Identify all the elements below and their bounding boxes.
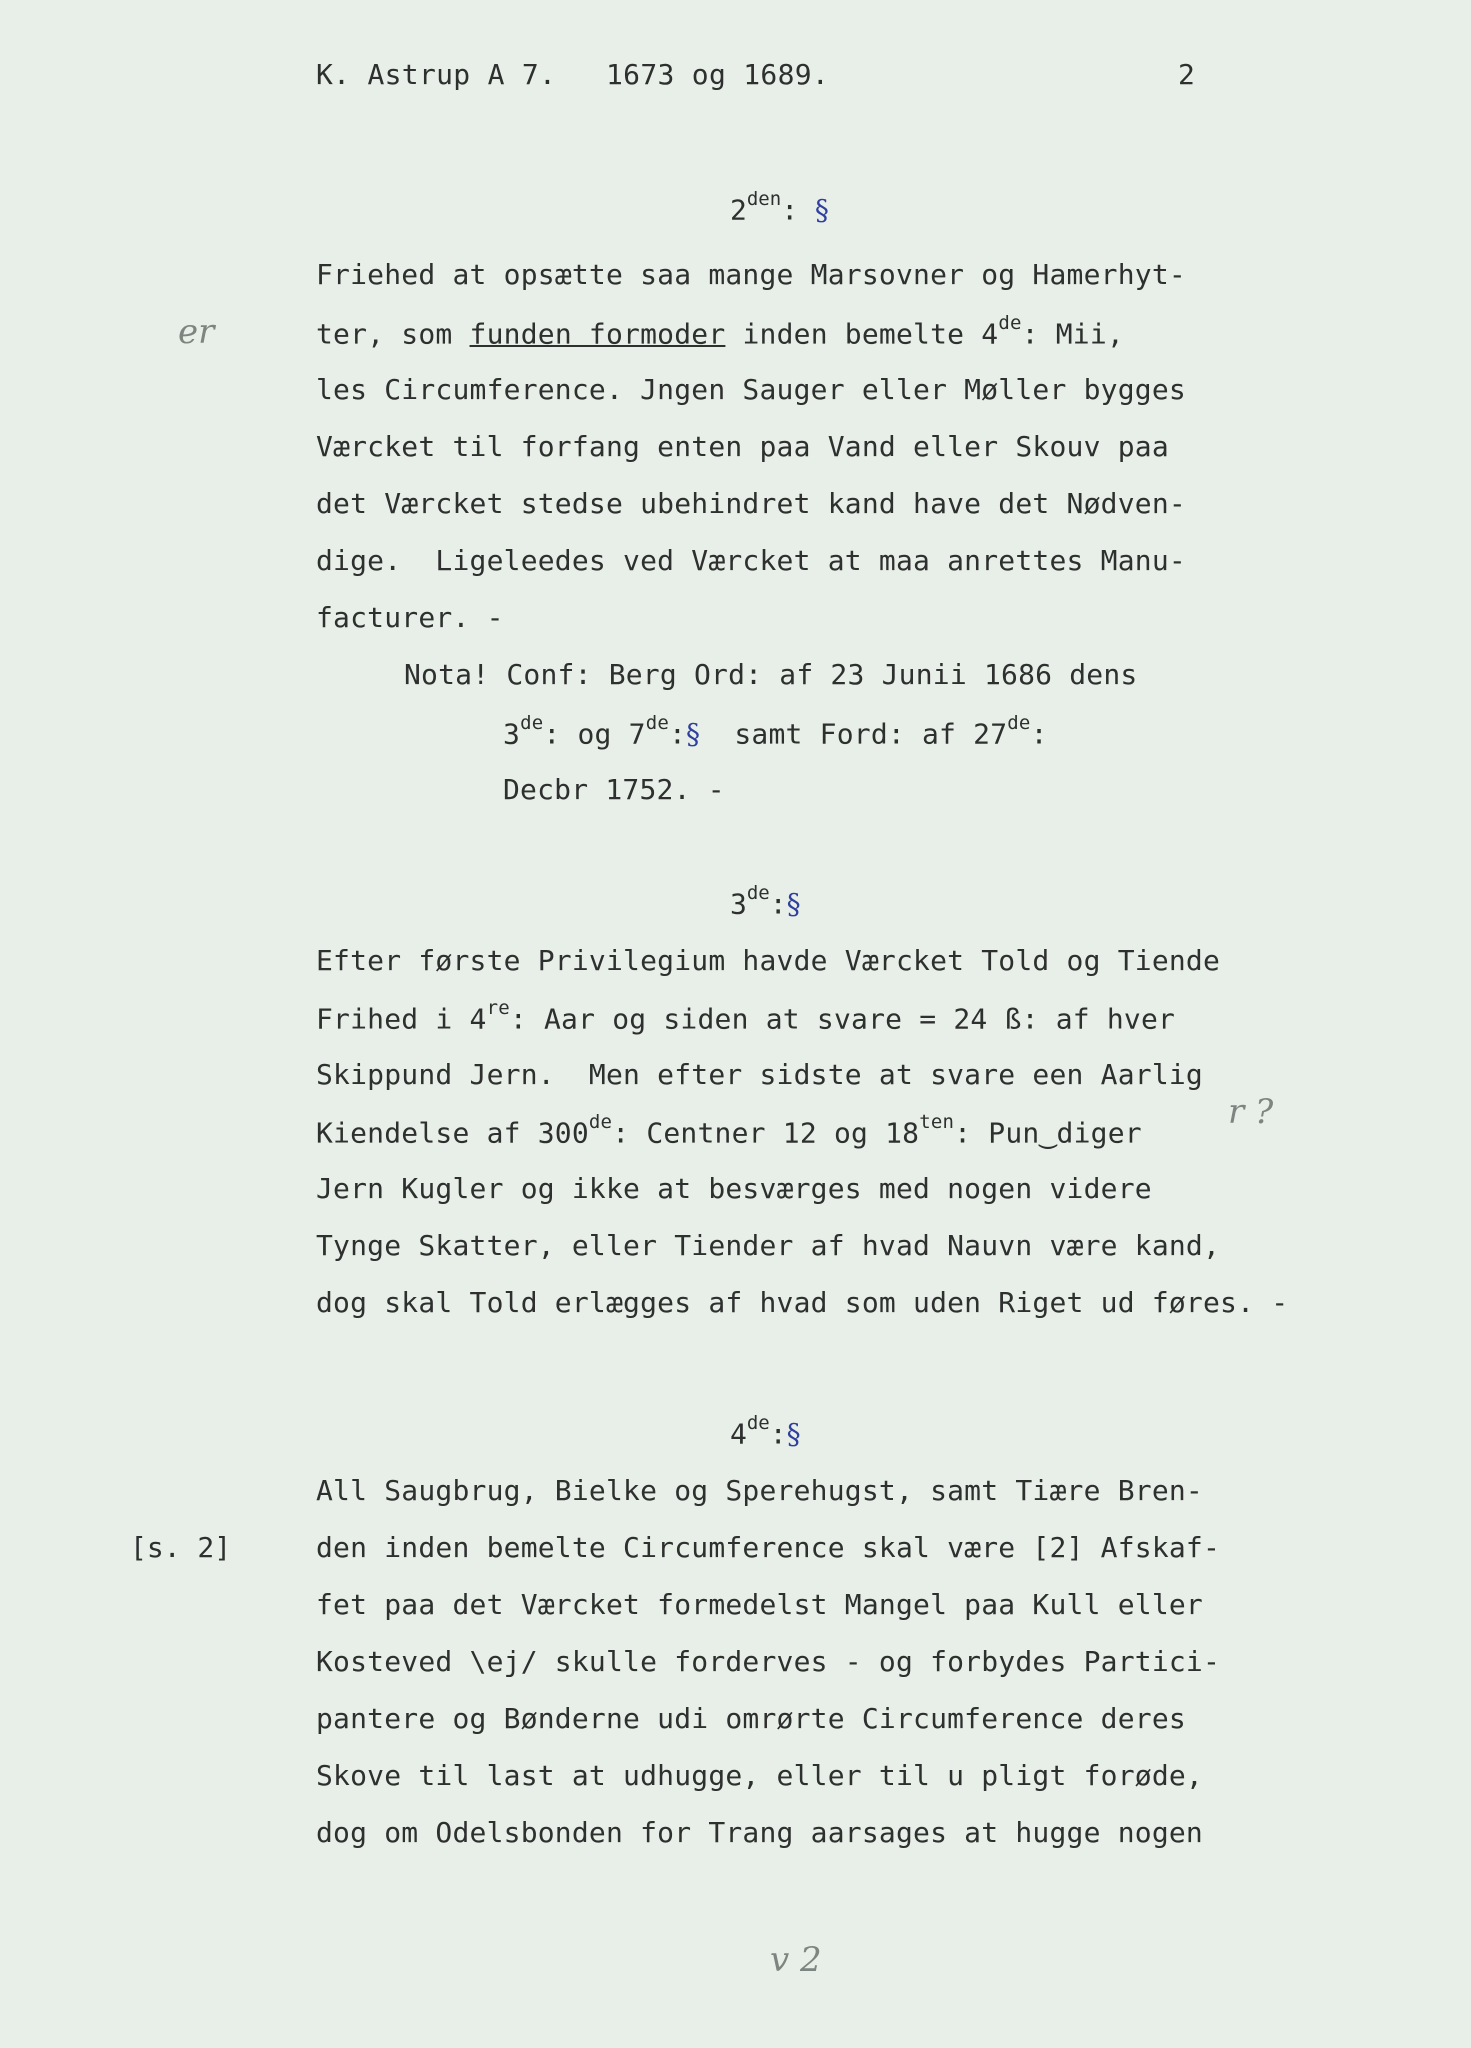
paragraph-sign: § [786,1417,801,1451]
text-line: Skove til last at udhugge, eller til u pligt forøde, [316,1759,1203,1792]
text-line: All Saugbrug, Bielke og Sperehugst, samt Tiære Bren- [316,1474,1203,1507]
text-line: Efter første Privilegium havde Værcket Told og Tiende [316,944,1221,977]
page-reference-marker: [s. 2] [130,1531,232,1564]
page-number: 2 [1178,58,1196,91]
handwritten-margin-note: r ? [1228,1092,1274,1132]
text-line: Kosteved \ej/ skulle forderves - og forbydes Partici- [316,1645,1221,1678]
text-line: Kiendelse af 300de: Centner 12 og $18^{ten}$: Pun‿diger [316,1111,1142,1150]
text-line: Tynge Skatter, eller Tiender af hvad Nauvn være kand, [316,1229,1221,1262]
paragraph-sign: § [786,887,801,921]
text-line: dog om Odelsbonden for Trang aarsages at hugge nogen [316,1816,1203,1849]
text-line: fet paa det Værcket formedelst Mangel paa Kull eller [316,1588,1203,1621]
text-line: Friehed at opsætte saa mange Marsovner og Hamerhyt- [316,258,1186,291]
text-line: ter, som funden formoder inden bemelte 4de: Mii, [316,312,1124,351]
underlined-phrase: funden formoder [469,317,726,351]
paragraph-sign: § [814,193,829,227]
text-line: Skippund Jern. Men efter sidste at svare een Aarlig [316,1058,1203,1091]
section-heading-2: $2^{den}$: § [730,188,829,227]
text-line: facturer. - [316,601,504,634]
handwritten-margin-note: er [178,312,215,352]
text-line: Værcket til forfang enten paa Vand eller Skouv paa [316,430,1169,463]
text-line: les Circumference. Jngen Sauger eller Møller bygges [316,373,1186,406]
section-heading-3: 3de:§ [730,882,801,921]
nota-line: Nota! Conf: Berg Ord: af 23 Junii 1686 dens [404,658,1138,691]
text-line: det Værcket stedse ubehindret kand have det Nødven- [316,487,1186,520]
handwritten-bottom-note: v 2 [770,1940,822,1980]
archive-years: 1673 og 1689. [606,58,830,91]
archive-reference: K. Astrup A 7. [316,58,557,91]
section-heading-4: 4de:§ [730,1412,801,1451]
text-line: dige. Ligeleedes ved Værcket at maa anrettes Manu- [316,544,1186,577]
text-line: dog skal Told erlægges af hvad som uden Riget ud føres. - [316,1286,1289,1319]
text-line: Frihed i 4re: Aar og siden at svare = 24 ß: af hver [316,997,1176,1036]
text-line: den inden bemelte Circumference skal være [2] Afskaf- [316,1531,1221,1564]
nota-line: 3de: og 7de:§ samt Ford: af 27de: [503,712,1048,751]
text-line: pantere og Bønderne udi omrørte Circumference deres [316,1702,1186,1735]
nota-line: Decbr 1752. - [503,773,725,806]
text-line: Jern Kugler og ikke at besværges med nogen videre [316,1172,1152,1205]
paragraph-sign: § [686,717,701,751]
